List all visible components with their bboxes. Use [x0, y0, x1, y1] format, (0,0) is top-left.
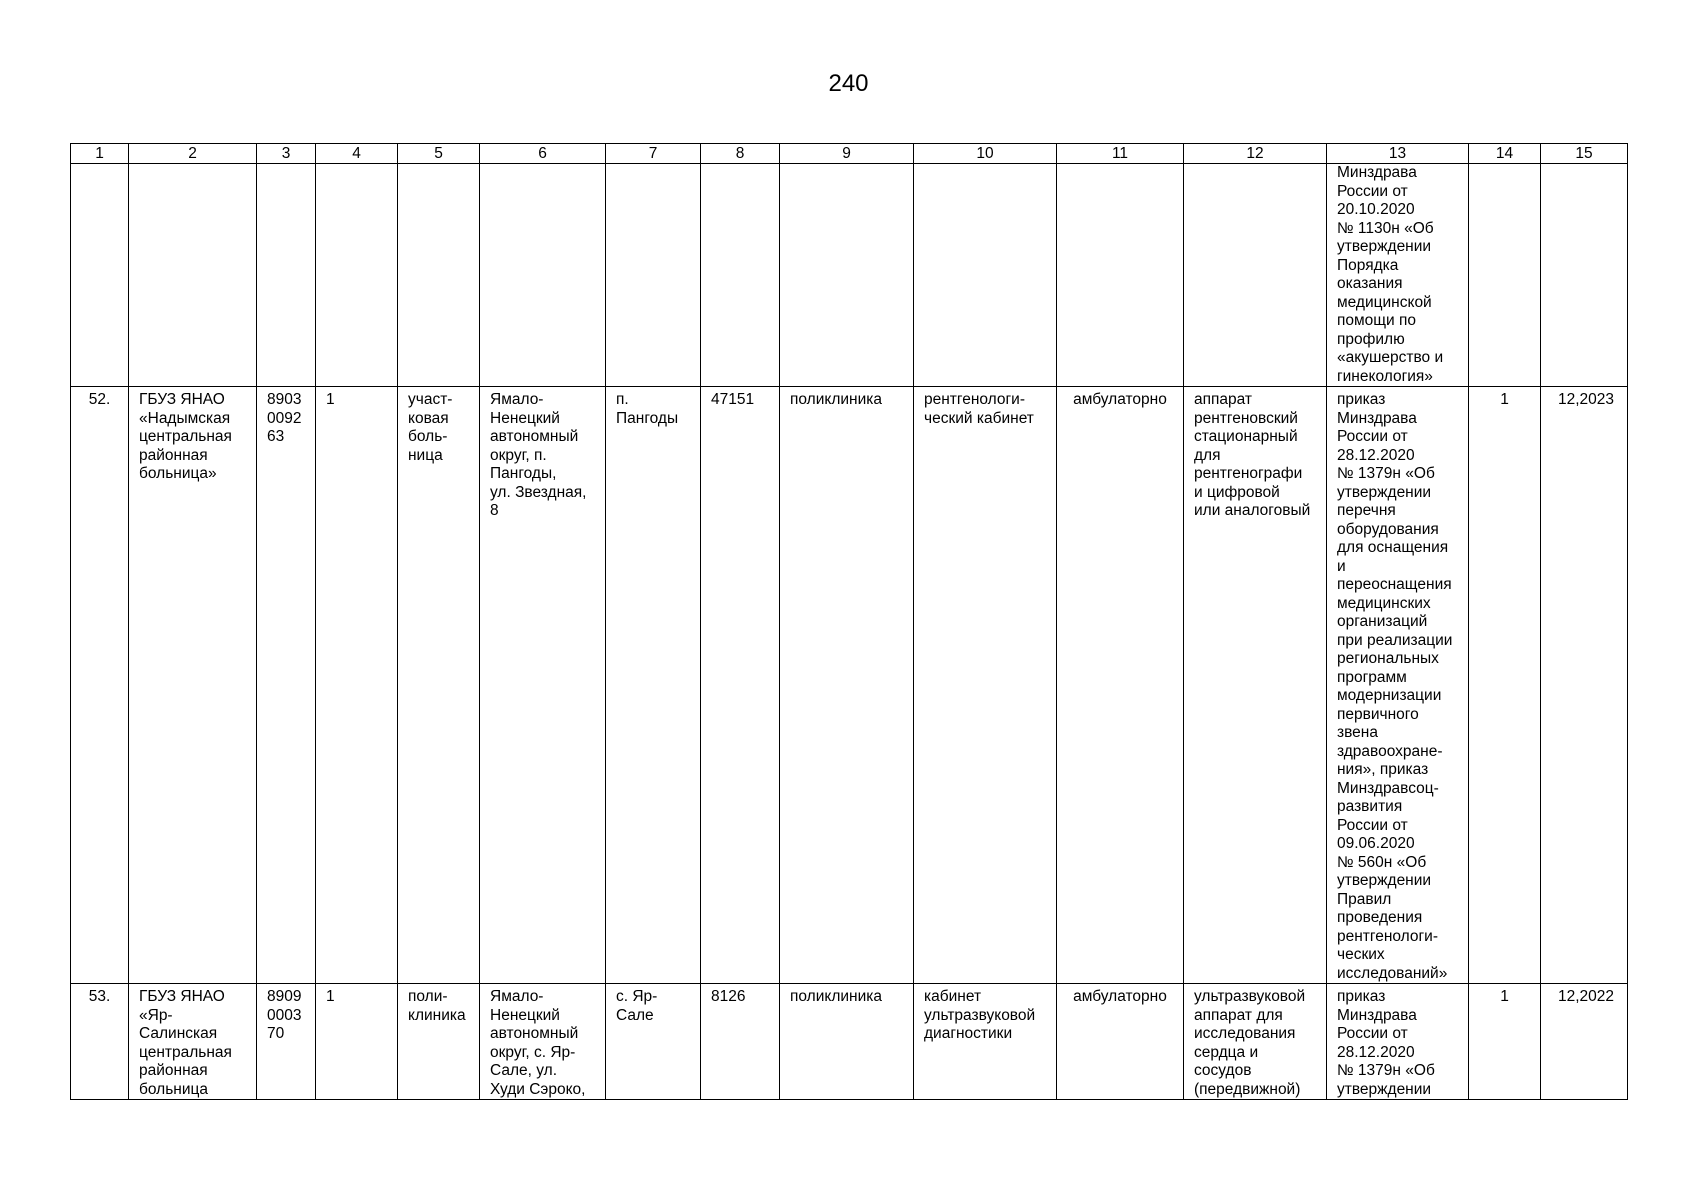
column-header: 6: [480, 144, 606, 164]
locality-cell: [606, 387, 701, 984]
table-cell: [71, 164, 129, 387]
care-conditions-text: амбулаторно: [1073, 988, 1167, 1005]
col4-cell: [316, 387, 398, 984]
table-cell: [1184, 164, 1327, 387]
table-row: [71, 984, 1628, 1100]
inn-text: 8909 0003 70: [267, 988, 302, 1042]
organization-text: ГБУЗ ЯНАО «Надымская центральная районная больница»: [139, 391, 232, 482]
table-cell: [914, 164, 1057, 387]
population-text: 47151: [711, 391, 755, 408]
facility-type-text: участ- ковая боль- ница: [408, 391, 453, 464]
column-header: 1: [71, 144, 129, 164]
facility-type-text: поли- клиника: [408, 988, 466, 1024]
locality-text: с. Яр- Сале: [616, 988, 658, 1024]
col4-cell: [316, 984, 398, 1100]
page-number: 240: [828, 70, 869, 97]
facility-type-cell: [398, 984, 480, 1100]
table-row: [71, 387, 1628, 984]
table-cell: [129, 164, 257, 387]
facility-type-cell: [398, 387, 480, 984]
care-conditions-cell: [1057, 984, 1184, 1100]
date-text: 12,2022: [1557, 988, 1614, 1005]
table-cell: [257, 164, 316, 387]
unit-cell: [780, 984, 914, 1100]
locality-cell: [606, 984, 701, 1100]
table-cell: [316, 164, 398, 387]
column-header: 4: [316, 144, 398, 164]
table-cell: [1057, 164, 1184, 387]
equipment-cell: [1184, 387, 1327, 984]
column-header: 15: [1541, 144, 1628, 164]
address-cell: [480, 984, 606, 1100]
table-cell: [1469, 164, 1541, 387]
column-header: 2: [129, 144, 257, 164]
column-header: 8: [701, 144, 780, 164]
table-cell: [780, 164, 914, 387]
unit-cell: [780, 387, 914, 984]
equipment-text: ультразвуковой аппарат для исследования сердца и сосудов (передвижной): [1194, 988, 1306, 1098]
column-header: 11: [1057, 144, 1184, 164]
quantity-text: 1: [1500, 391, 1509, 408]
organization-text: ГБУЗ ЯНАО «Яр- Салинская центральная районная больница: [139, 988, 232, 1098]
legal-basis-text: приказ Минздрава России от 28.12.2020 № 1379н «Об утверждении перечня оборудования для оснащения и переоснащения медицинских организаций при реализации региональных программ модернизации первичного звена здравоохране- ния», приказ Минздравсоц- развития России от 09.06.2020 № 560н «Об утверждении Правил проведения рентгенологи- ческих исследований»: [1337, 391, 1453, 982]
department-text: кабинет ультразвуковой диагностики: [924, 988, 1036, 1042]
address-text: Ямало- Ненецкий автономный округ, с. Яр- Сале, ул. Худи Сэроко,: [490, 988, 586, 1098]
organization-cell: [129, 984, 257, 1100]
column-header: 9: [780, 144, 914, 164]
column-header: 10: [914, 144, 1057, 164]
care-conditions-text: амбулаторно: [1073, 391, 1167, 408]
quantity-cell: [1469, 387, 1541, 984]
population-text: 8126: [711, 988, 746, 1005]
table-cell: [606, 164, 701, 387]
column-header: 3: [257, 144, 316, 164]
row-number: [71, 984, 129, 1100]
header-row: [71, 144, 1628, 164]
date-cell: [1541, 984, 1628, 1100]
care-conditions-cell: [1057, 387, 1184, 984]
organization-cell: [129, 387, 257, 984]
col4-text: 1: [326, 988, 335, 1005]
unit-text: поликлиника: [790, 391, 882, 408]
col4-text: 1: [326, 391, 335, 408]
column-header: 13: [1327, 144, 1469, 164]
row-number-text: 53.: [88, 988, 111, 1005]
department-cell: [914, 387, 1057, 984]
date-cell: [1541, 387, 1628, 984]
column-header: 5: [398, 144, 480, 164]
table-cell: [701, 164, 780, 387]
table-row-continuation: [71, 164, 1628, 387]
department-text: рентгенологи- ческий кабинет: [924, 391, 1034, 427]
column-header: 12: [1184, 144, 1327, 164]
inn-text: 8903 0092 63: [267, 391, 302, 445]
equipment-cell: [1184, 984, 1327, 1100]
population-cell: [701, 387, 780, 984]
inn-cell: [257, 984, 316, 1100]
legal-basis-text: приказ Минздрава России от 28.12.2020 № 1379н «Об утверждении: [1337, 988, 1435, 1098]
table-cell: [480, 164, 606, 387]
equipment-table: [70, 143, 1628, 1100]
row-number-text: 52.: [88, 391, 111, 408]
table-cell: [1327, 164, 1469, 387]
table-cell: [1541, 164, 1628, 387]
population-cell: [701, 984, 780, 1100]
column-header: 14: [1469, 144, 1541, 164]
legal-basis-text: Минздрава России от 20.10.2020 № 1130н «Об утверждении Порядка оказания медицинской помощи по профилю «акушерство и гинекология»: [1337, 164, 1444, 385]
equipment-text: аппарат рентгеновский стационарный для рентгенографи и цифровой или аналоговый: [1194, 391, 1311, 519]
address-cell: [480, 387, 606, 984]
legal-basis-cell: [1327, 387, 1469, 984]
locality-text: п. Пангоды: [616, 391, 679, 427]
column-header: 7: [606, 144, 701, 164]
unit-text: поликлиника: [790, 988, 882, 1005]
quantity-text: 1: [1500, 988, 1509, 1005]
table-cell: [398, 164, 480, 387]
quantity-cell: [1469, 984, 1541, 1100]
address-text: Ямало- Ненецкий автономный округ, п. Пангоды, ул. Звездная, 8: [490, 391, 587, 519]
inn-cell: [257, 387, 316, 984]
department-cell: [914, 984, 1057, 1100]
legal-basis-cell: [1327, 984, 1469, 1100]
row-number: [71, 387, 129, 984]
date-text: 12,2023: [1557, 391, 1614, 408]
